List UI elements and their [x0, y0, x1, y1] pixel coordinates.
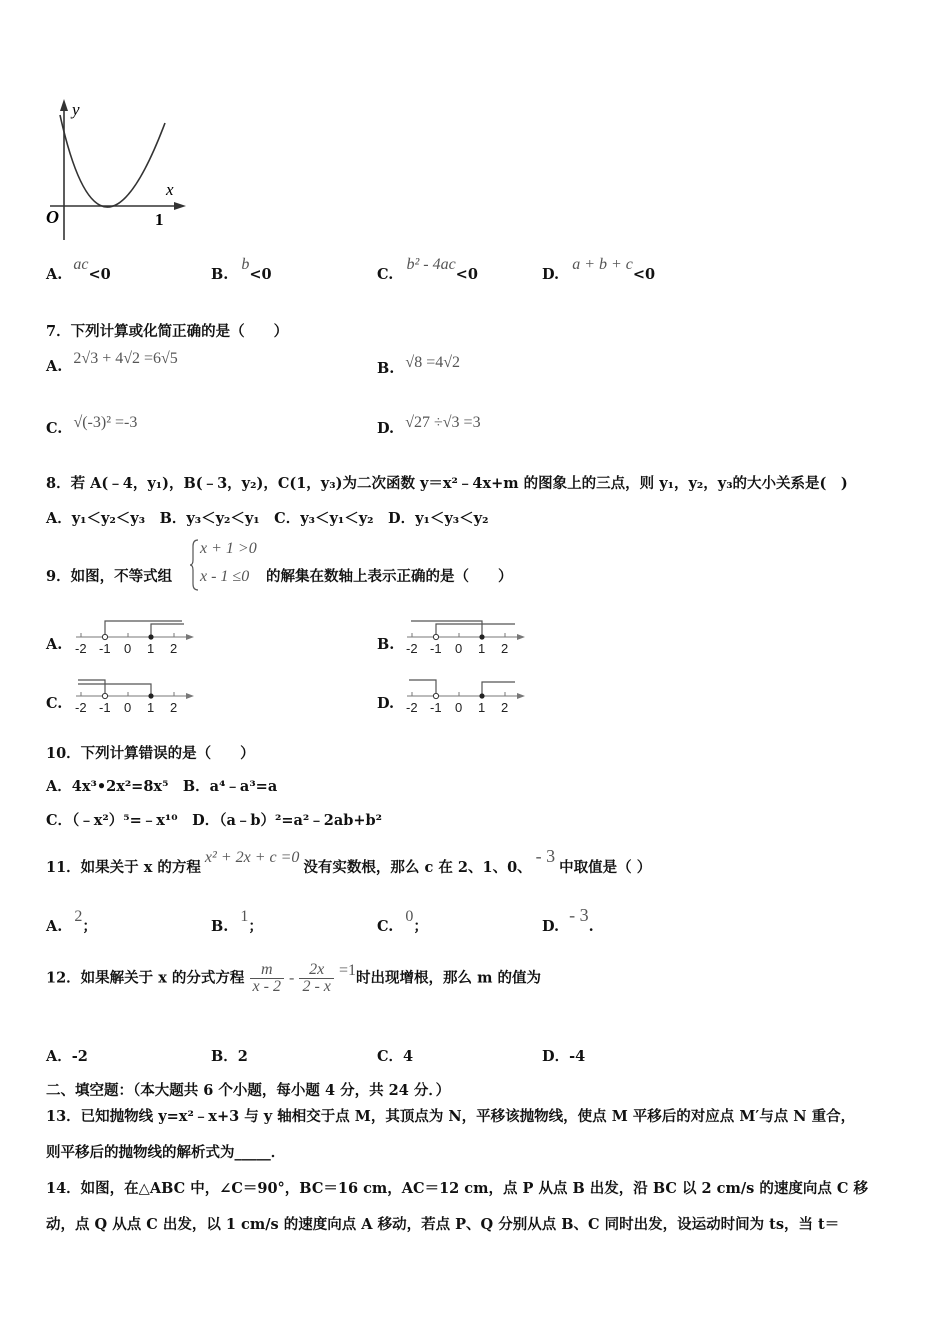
q12-option-a: A．-2 [46, 1048, 88, 1065]
q10-options-line1: A．4x³•2x²=8x⁵ B．a⁴﹣a³=a [46, 778, 278, 795]
q7-option-d: D. √27 ÷√3 =3 [377, 414, 481, 437]
tick-label: 2 [501, 641, 509, 656]
q11-stem: 11．如果关于 x 的方程x² + 2x + c =0没有实数根，那么 c 在 2、1、0、- 3中取值是（ ） [46, 846, 652, 876]
number-line-d [403, 674, 528, 716]
q11-option-a: A.2； [46, 908, 97, 935]
tick-label: -1 [430, 641, 442, 656]
tick-label: -2 [406, 641, 418, 656]
tick-label: -1 [430, 700, 442, 715]
tick-label: 1 [478, 641, 486, 656]
tick-label: -1 [99, 641, 111, 656]
fraction-2x-over-2-minus-x: $\frac{2x}{2 - x}$ [299, 962, 333, 995]
number-line-b [403, 615, 528, 657]
q14-line1: 14．如图，在△ABC 中，∠C＝90°，BC＝16 cm，AC＝12 cm，点 P 从点 B 出发，沿 BC 以 2 cm/s 的速度向点 C 移 [46, 1180, 868, 1197]
q10-options-line2: C．（﹣x²）⁵=﹣x¹⁰ D．（a﹣b）²=a²﹣2ab+b² [46, 812, 382, 829]
q11-option-b: B.1； [211, 908, 263, 935]
tick-label: 2 [170, 641, 178, 656]
one-label: 1 [155, 210, 164, 229]
q9-option-c-letter: C. [46, 695, 63, 712]
q9-option-d-letter: D. [377, 695, 395, 712]
tick-label: 0 [124, 700, 132, 715]
q7-stem: 7．下列计算或化简正确的是（ ） [46, 323, 289, 340]
q7-option-c: C. √(-3)² =-3 [46, 414, 138, 437]
tick-label: 1 [147, 641, 155, 656]
q11-option-d: D.- 3. [542, 905, 594, 935]
origin-label: O [46, 207, 59, 227]
q11-option-c: C.0； [377, 908, 428, 935]
q13-line2: 则平移后的抛物线的解析式为_____． [46, 1144, 286, 1161]
q14-line2: 动，点 Q 从点 C 出发，以 1 cm/s 的速度向点 A 移动，若点 P、Q 分别从点 B、C 同时出发，设运动时间为 ts，当 t＝ [46, 1216, 840, 1233]
tick-label: 0 [455, 700, 463, 715]
q6-option-a: A. ac<0 [46, 256, 111, 283]
tick-label: -2 [75, 641, 87, 656]
parabola-graph [40, 95, 190, 245]
q7-option-b: B. √8 =4√2 [377, 354, 460, 377]
q8-stem: 8．若 A(﹣4，y₁)，B(﹣3，y₂)，C(1，y₃)为二次函数 y＝x²﹣4x+m 的图象上的三点，则 y₁，y₂，y₃的大小关系是( ) [46, 475, 848, 492]
q6-option-c: C. b² - 4ac<0 [377, 256, 478, 283]
q6-option-d: D. a + b + c<0 [542, 256, 656, 283]
q9-option-b-letter: B. [377, 636, 395, 653]
number-line-c [72, 674, 197, 716]
brace-icon [190, 538, 200, 592]
tick-label: 2 [501, 700, 509, 715]
tick-label: -2 [75, 700, 87, 715]
q9-suffix: 的解集在数轴上表示正确的是（ ） [266, 568, 513, 585]
fraction-m-over-x-minus-2: $\frac{m}{x - 2}$ [250, 962, 284, 995]
q9-system: x + 1 >0 x - 1 ≤0 [190, 538, 262, 592]
tick-label: 0 [455, 641, 463, 656]
q13-line1: 13．已知抛物线 y=x²﹣x+3 与 y 轴相交于点 M，其顶点为 N，平移该抛物线，使点 M 平移后的对应点 M′与点 N 重合， [46, 1108, 856, 1125]
tick-label: 2 [170, 700, 178, 715]
tick-label: 1 [147, 700, 155, 715]
q7-option-a: A. 2√3 + 4√2 =6√5 [46, 350, 178, 375]
tick-label: -1 [99, 700, 111, 715]
tick-label: 1 [478, 700, 486, 715]
tick-label: 0 [124, 641, 132, 656]
y-axis-label: y [72, 100, 80, 119]
q12-option-b: B．2 [211, 1048, 248, 1065]
q9-prefix: 9．如图，不等式组 [46, 568, 173, 585]
q12-option-d: D．-4 [542, 1048, 586, 1065]
x-axis-label: x [166, 180, 174, 199]
tick-label: -2 [406, 700, 418, 715]
q10-stem: 10．下列计算错误的是（ ） [46, 745, 255, 762]
q12-stem: 12．如果解关于 x 的分式方程 $\frac{m}{x - 2}$ - $\frac{2x}{2 - x}$ =1时出现增根，那么 m 的值为 [46, 961, 541, 995]
q9-option-a-letter: A. [46, 636, 63, 653]
q8-options: A．y₁＜y₂＜y₃ B．y₃＜y₂＜y₁ C．y₃＜y₁＜y₂ D．y₁＜y₃＜y₂ [46, 510, 489, 527]
number-line-a [72, 615, 197, 657]
q6-option-b: B. b<0 [211, 256, 272, 283]
q12-option-c: C．4 [377, 1048, 414, 1065]
section-heading: 二、填空题：（本大题共 6 个小题，每小题 4 分，共 24 分．） [46, 1082, 451, 1099]
